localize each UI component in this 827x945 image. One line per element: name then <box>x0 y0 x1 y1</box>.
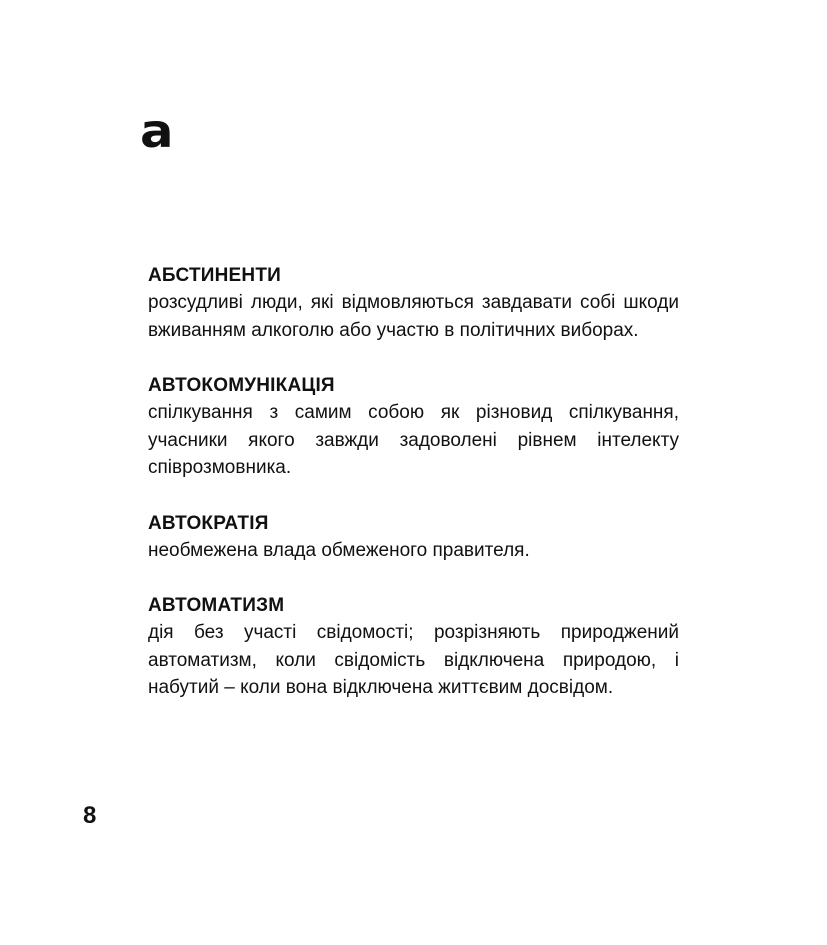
page-number: 8 <box>83 802 97 829</box>
entry-definition: дія без участі свідомості; розрізняють природжений автоматизм, коли свідомість відключена природою, і набутий – коли вона відключена життєвим досвідом. <box>148 622 679 698</box>
entry-term: АБСТИНЕНТИ <box>148 265 282 286</box>
dictionary-entry <box>148 592 679 702</box>
entry-term: АВТОКРАТІЯ <box>148 512 269 534</box>
dictionary-entry <box>148 510 679 565</box>
dictionary-entry <box>148 372 679 482</box>
dictionary-entries <box>148 262 679 730</box>
entry-term: АВТОКОМУНІКАЦІЯ <box>148 375 335 396</box>
entry-definition: спілкування з самим собою як різновид спілкування, учасники якого завжди задоволені рівнем інтелекту співрозмовника. <box>148 402 679 478</box>
entry-term: АВТОМАТИЗМ <box>148 595 285 616</box>
entry-definition: розсудливі люди, які відмовляються завдавати собі шкоди вживанням алкоголю або участю в політичних виборах. <box>148 292 679 341</box>
dictionary-entry <box>148 262 679 344</box>
entry-definition: необмежена влада обмеженого правителя. <box>148 539 530 561</box>
section-letter: а <box>140 104 173 158</box>
